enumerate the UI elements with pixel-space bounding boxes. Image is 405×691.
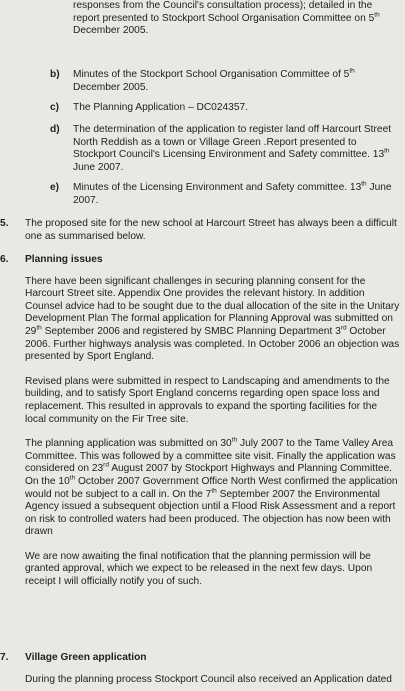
section-7-heading: Village Green application — [25, 652, 147, 663]
section-7-number: 7. — [0, 652, 9, 663]
section-6-paragraph-3: The planning application was submitted on 30th July 2007 to the Tame Valley Area Committee. This was followed by a committee site visit. Finally the application was considered on 23rd August 2007 by Stockport Highways and Planning Committee. On the 10th October 2007 Government Office North West confirmed the application would not be subject to a call in. On the 7th September 2007 the Environmental Agency issued a subsequent objection until a Flood Risk Assessment and a report on risk to controlled waters had been produced. The objection has now been with drawn — [25, 436, 398, 538]
list-item-b — [50, 69, 395, 94]
item-text: The Planning Application – DC024357. — [73, 102, 249, 113]
section-6-paragraph-1: There have been significant challenges in securing planning consent for the Harcourt Street site. Appendix One provides the relevant history. In addition Counsel advice had to be sought due to the dual allocation of the site in the Unitary Development Plan The formal application for Planning Approval was submitted on 29th September 2006 and registered by SMBC Planning Department 3rd October 2006. Further highways analysis was completed. In October 2006 an objection was presented by Sport England. — [25, 275, 400, 363]
section-6-paragraph-2: Revised plans were submitted in respect to Landscaping and amendments to the building, and to satisfy Sport England concerns regarding open space loss and replacement. This resulted in approvals to expand the sporting facilities for the local community on the Fir Tree site. — [25, 375, 390, 425]
item-letter: e) — [50, 182, 60, 193]
section-5-text: The proposed site for the new school at Harcourt Street has always been a difficult one as summarised below. — [25, 218, 397, 242]
continuation-line-3: December 2005. — [73, 25, 149, 37]
section-6-heading: Planning issues — [25, 254, 103, 265]
section-5-number: 5. — [0, 218, 9, 229]
item-text: Minutes of the Stockport School Organisation Committee of 5th December 2005. — [73, 67, 355, 93]
section-6-paragraph-4: We are now awaiting the final notification that the planning permission will be granted approval, which we expect to be released in the next few days. Upon receipt I will officially notify you of such. — [25, 550, 373, 588]
item-text: Minutes of the Licensing Environment and Safety committee. 13th June 2007. — [73, 180, 392, 206]
item-letter: b) — [50, 69, 60, 80]
continuation-line-1: responses from the Council's consultation process); detailed in the — [73, 0, 373, 11]
item-text: The determination of the application to register land off Harcourt Street North Reddish as a town or Village Green .Report presented to Stockport Council's Licensing Environment and Safety committee. 13th June 2007. — [73, 124, 392, 173]
list-item-c — [50, 102, 395, 115]
section-7-body — [25, 652, 400, 686]
section-5-body — [25, 218, 400, 243]
item-letter: d) — [50, 124, 60, 135]
item-a-continuation — [73, 0, 398, 38]
item-letter: c) — [50, 102, 60, 113]
section-6-number: 6. — [0, 254, 9, 265]
section-6-body — [25, 254, 400, 589]
continuation-line-2: report presented to Stockport School Organisation Committee on 5th — [73, 11, 380, 24]
list-item-e — [50, 182, 395, 207]
list-item-d — [50, 124, 395, 174]
section-7-text: During the planning process Stockport Council also received an Application dated — [25, 673, 392, 685]
